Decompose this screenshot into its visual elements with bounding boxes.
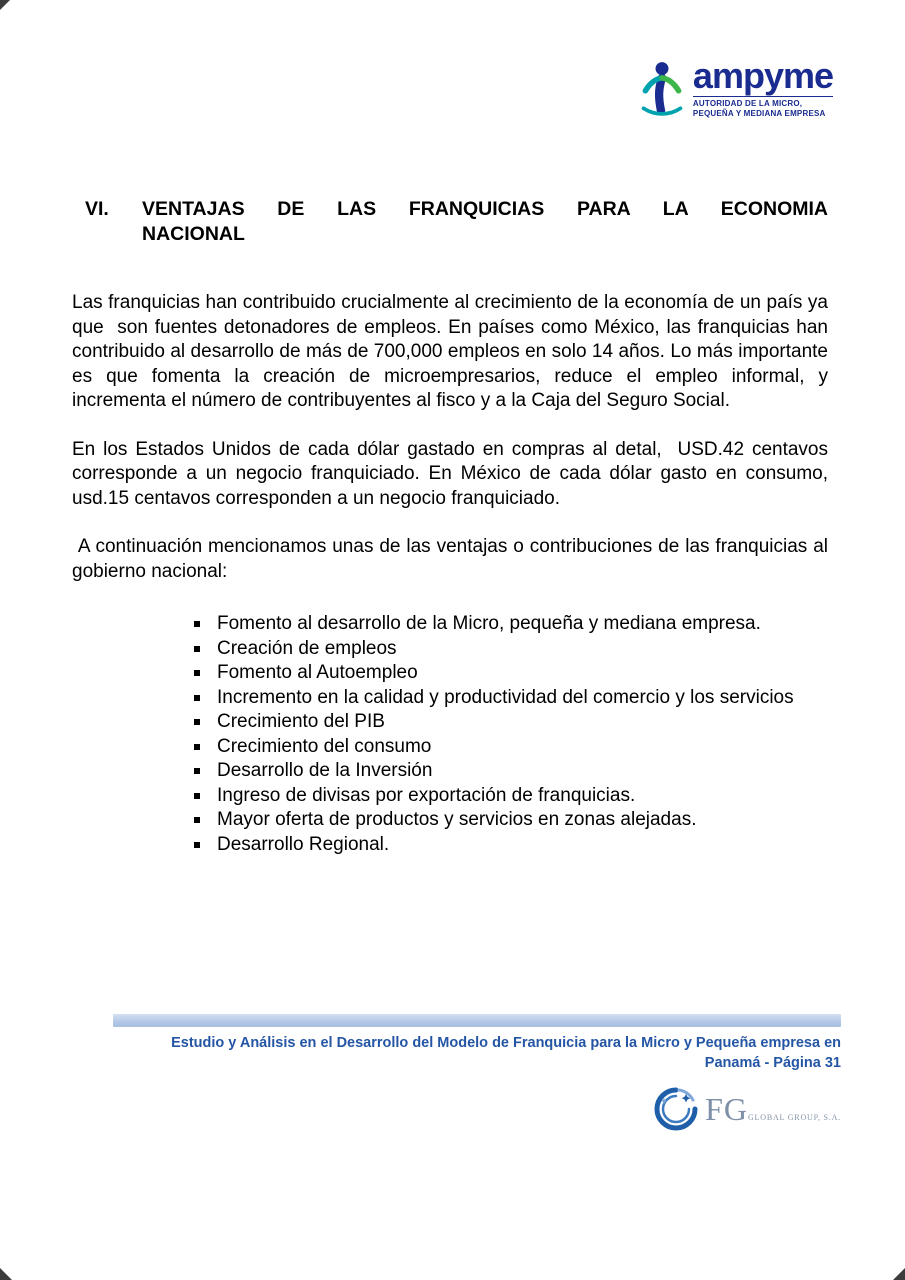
ampyme-wordmark: ampyme (692, 54, 833, 96)
paragraph-2: En los Estados Unidos de cada dólar gastado en compras al detal, USD.42 centavos corresponde a un negocio franquiciado. En México de cada dólar gasto en consumo, usd.15 centavos corresponden a un negocio franquiciado. (72, 438, 834, 509)
fg-company-name: GLOBAL GROUP, S.A. (747, 1113, 841, 1122)
ampyme-logo-text (692, 54, 833, 119)
list-item (192, 759, 828, 784)
list-item (192, 808, 828, 833)
paragraph-3: A continuación mencionamos unas de las ventajas o contribuciones de las franquicias al gobierno nacional: (72, 536, 834, 582)
list-item (192, 833, 828, 858)
section-title (142, 197, 828, 246)
ampyme-person-icon (638, 56, 686, 120)
bullet-icon (194, 695, 200, 701)
list-item-text: Fomento al Autoempleo (217, 662, 418, 683)
section-heading (85, 197, 828, 246)
bullet-icon (194, 744, 200, 750)
list-item-text: Crecimiento del PIB (217, 711, 385, 732)
list-item (192, 686, 828, 711)
list-item-text: Creación de empleos (217, 637, 397, 659)
bullet-icon (194, 817, 200, 823)
document-body (72, 291, 834, 857)
fg-wordmark (705, 1093, 841, 1125)
ampyme-tagline (693, 96, 833, 119)
bullet-icon (194, 621, 200, 627)
list-item-text: Desarrollo Regional. (217, 833, 390, 855)
advantages-bullet-list (192, 612, 828, 857)
scan-artifact-corner (0, 1268, 12, 1280)
bullet-icon (194, 719, 200, 725)
list-item-text: Mayor oferta de productos y servicios en zonas alejadas. (217, 809, 697, 830)
scan-artifact-corner (0, 0, 10, 10)
list-item-text: Fomento al desarrollo de la Micro, pequeña y mediana empresa. (217, 613, 761, 634)
bullet-icon (194, 842, 200, 848)
list-item (192, 661, 828, 686)
bullet-icon (194, 793, 200, 799)
fg-globe-icon (653, 1086, 699, 1132)
list-item (192, 710, 828, 735)
ampyme-logo (638, 56, 833, 120)
list-item-text: Crecimiento del consumo (217, 735, 432, 757)
list-item-text: Incremento en la calidad y productividad del comercio y los servicios (217, 686, 794, 708)
list-item-text: Ingreso de divisas por exportación de franquicias. (217, 784, 636, 806)
bullet-icon (194, 670, 200, 676)
list-item (192, 612, 828, 637)
paragraph-1: Las franquicias han contribuido crucialmente al crecimiento de la economía de un país ya que son fuentes detonadores de empleos. En países como México, las franquicias han contribuido al desarrollo de más de 700,000 empleos en solo 14 años. Lo más importante es que fomenta la creación de microempresarios, reduce el empleo informal, y incrementa el número de contribuyentes al fisco y a la Caja del Seguro Social. (72, 292, 834, 411)
section-title-line1: VENTAJAS DE LAS FRANQUICIAS PARA LA ECONOMIA (142, 198, 828, 220)
list-item (192, 784, 828, 809)
bullet-icon (194, 646, 200, 652)
fg-initials: FG (705, 1091, 748, 1127)
fg-global-group-logo (653, 1086, 841, 1132)
footer-text: Estudio y Análisis en el Desarrollo del Modelo de Franquicia para la Micro y Pequeña empresa en Panamá - Página 31 (171, 1035, 841, 1071)
ampyme-tagline-line1: AUTORIDAD DE LA MICRO, (692, 98, 803, 108)
scan-artifact-corner (893, 1268, 905, 1280)
list-item (192, 735, 828, 760)
ampyme-tagline-line2: PEQUEÑA Y MEDIANA EMPRESA (692, 108, 826, 118)
section-number: VI. (85, 198, 109, 220)
list-item (192, 637, 828, 662)
list-item-text: Desarrollo de la Inversión (217, 760, 433, 781)
footer-divider-bar (113, 1014, 841, 1027)
bullet-icon (194, 768, 200, 774)
section-title-line2: NACIONAL (142, 222, 245, 245)
